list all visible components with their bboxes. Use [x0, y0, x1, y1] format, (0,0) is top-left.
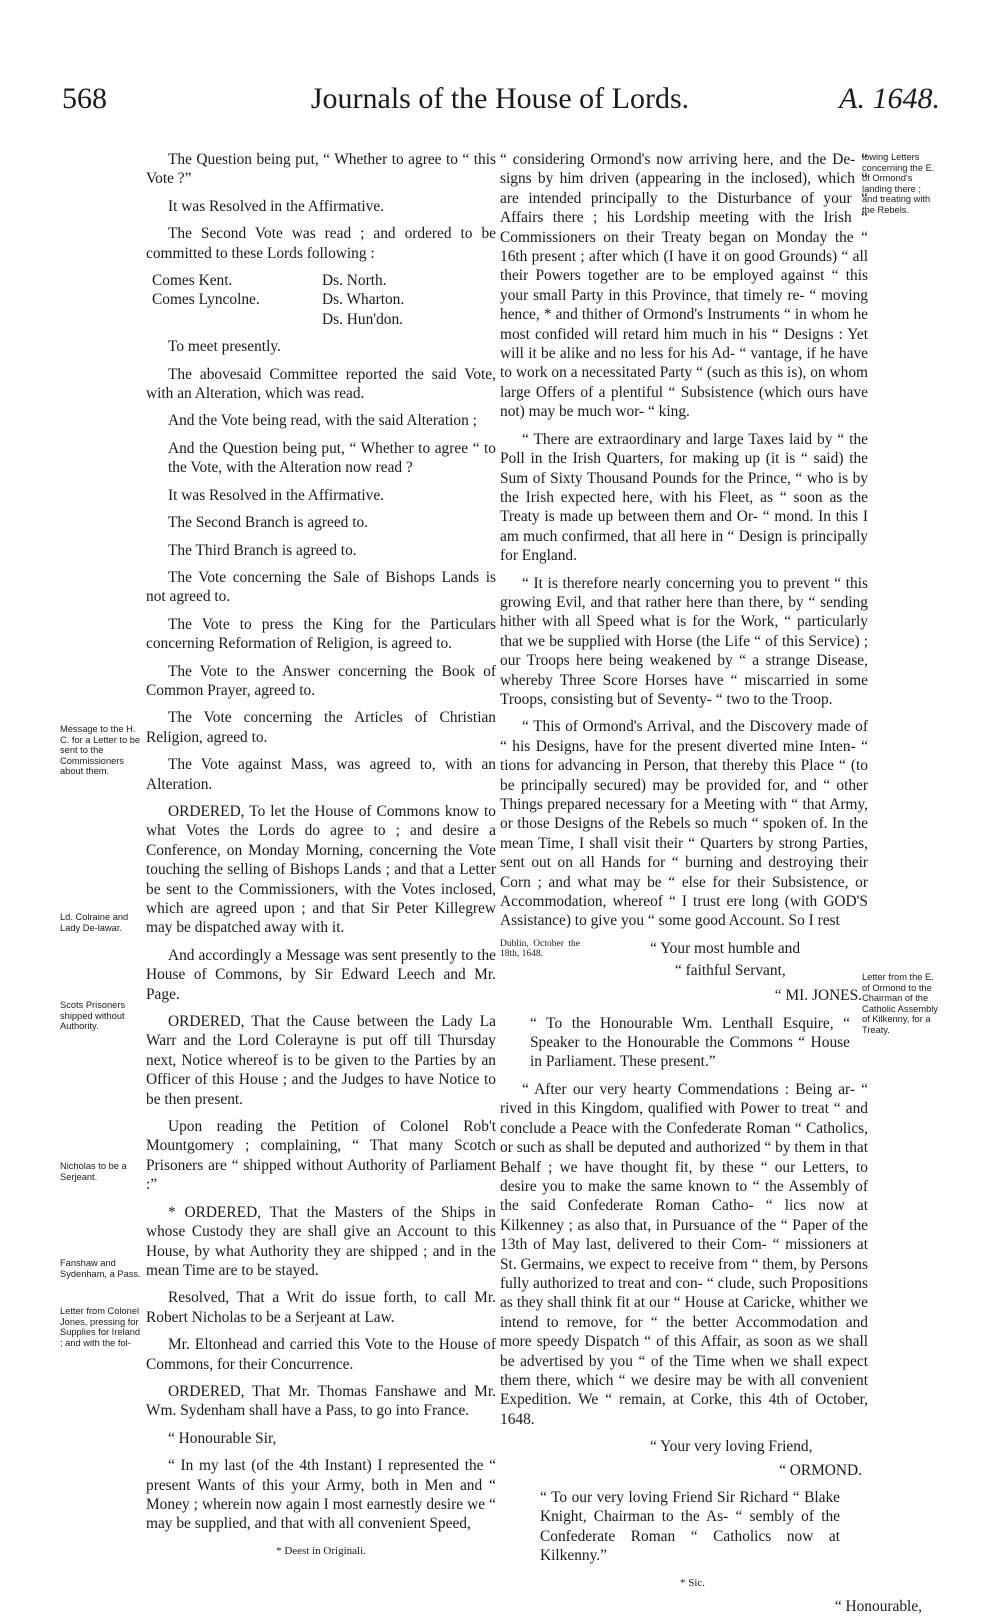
paragraph: ORDERED, That the Cause between the Lady La Warr and the Lord Colerayne is put off till Thursday next, Notice whereof is to be given to the Parties by an Officer of this House ; and the Judges to have Notice to be then present.	[146, 1013, 496, 1108]
header-year: A. 1648.	[839, 82, 940, 115]
address-block: “ To the Honourable Wm. Lenthall Esquire, “ Speaker to the Honourable the Commons “ House in Parliament. These present.”	[530, 1014, 850, 1071]
paragraph: The Vote to press the King for the Particulars concerning Reformation of Religion, is agreed to.	[146, 615, 496, 653]
paragraph: The Vote to the Answer concerning the Book of Common Prayer, agreed to.	[146, 662, 496, 699]
catchword: “ Honourable,	[834, 1598, 922, 1616]
paragraph: The Third Branch is agreed to.	[168, 541, 357, 559]
paragraph: The Second Branch is agreed to.	[168, 514, 369, 532]
paragraph: * ORDERED, That the Masters of the Ships in whose Custody they are shall give an Account to this House, by what Authority they are shipped ; and in the mean Time are to be stayed.	[146, 1203, 496, 1279]
paragraph: “ This of Ormond's Arrival, and the Discovery made of “ his Designs, have for the present diverted mine Inten- “ tions for advancing in Person, that thereby this Place “ (to be principally secured) may be provided for, and “ other Things prepared necessary for a Meeting with “ that Army, or those Designs of the Rebels so much “ spoken of. In the mean Time, I shall visit their “ Quarters by strong Parties, sent out on all Hands for “ burning and destroying their Corn ; and what may be “ else for their Subsistence, or Accommodation, whereof “ I trust ere long (with GOD'S Assistance) to give you “ some good Account. So I rest	[500, 718, 868, 930]
committee-member: Ds. Hun'don.	[322, 310, 404, 328]
committee-member: Ds. Wharton.	[322, 291, 405, 309]
closing-line: “ faithful Servant,	[675, 961, 786, 979]
paragraph: The Question being put, “ Whether to agree to “ this Vote ?”	[146, 151, 496, 188]
margin-note-nicholas: Nicholas to be a Serjeant.	[60, 1161, 127, 1182]
paragraph: And accordingly a Message was sent presently to the House of Commons, by Sir Edward Leech and Mr. Page.	[146, 946, 496, 1003]
paragraph: The Vote concerning the Articles of Christian Religion, agreed to.	[146, 709, 496, 746]
dateline-row	[500, 939, 932, 961]
paragraph: And the Question being put, “ Whether to agree “ to the Vote, with the Alteration now read ?	[168, 439, 496, 477]
margin-note-ormond-treaty: Letter from the E. of Ormond to the Chairman of the Catholic Assembly of Kilkenny, for a Treaty.	[862, 972, 938, 1035]
paragraph: And the Vote being read, with the said Alteration ;	[168, 412, 477, 430]
signature: “ ORMOND.	[779, 1461, 862, 1479]
margin-note-scots-prisoners: Scots Prisoners shipped without Authority.	[60, 1000, 126, 1032]
address-block: “ To our very loving Friend Sir Richard “ Blake Knight, Chairman to the As- “ sembly of the Confederate Roman “ Catholics now at Kilkenny.”	[540, 1489, 840, 1565]
committee-member: Comes Kent.	[152, 272, 233, 290]
committee-member: Ds. North.	[322, 272, 387, 290]
paragraph: ORDERED, To let the House of Commons know to what Votes the Lords do agree to ; and desire a Conference, on Monday Morning, concerning the Vote touching the selling of Bishops Lands ; and that a Letter be sent to the Commissioners, with the Votes inclosed, which are agreed upon ; and that Sir Peter Killegrew may be dispatched away with it.	[146, 802, 496, 937]
margin-note-ormond-letters: lowing Letters concerning the E. of Ormond's landing there ; and treating with the Rebels.	[862, 152, 935, 215]
left-column	[146, 150, 496, 1569]
paragraph: The Vote concerning the Sale of Bishops Lands is not agreed to.	[146, 568, 496, 606]
paragraph: “ After our very hearty Commendations : Being ar- “ rived in this Kingdom, qualified with Power to treat “ and conclude a Peace with the Confederate Roman “ Catholics, or such as shall be deputed and authorized “ by them in that Behalf ; we have thought fit, by these “ our Letters, to desire you to make the same known to “ the Assembly of the said Confederate Roman Catho- “ lics now at Kilkenney ; as also that, in Pursuance of the “ Paper of the 13th of May last, delivered to their Com- “ missioners at St. Germains, we expect to receive from “ them, by Persons fully authorized to treat and con- “ clude, such Propositions as they shall think fit at our “ House at Caricke, whither we intend to remove, for “ the better Accommodation and more speedy Dispatch “ of this Affair, as soon as we shall be advertised by you “ of the Time when we shall expect them there, which “ we desire may be with all convenient Expedition. We “ remain, at Corke, this 4th of October, 1648.	[500, 1080, 868, 1428]
footnote: * Sic.	[680, 1576, 706, 1589]
paragraph: Mr. Eltonhead and carried this Vote to the House of Commons, for their Concurrence.	[146, 1336, 496, 1373]
page-number: 568	[62, 82, 107, 115]
paragraph: Resolved, That a Writ do issue forth, to call Mr. Robert Nicholas to be a Serjeant at Law.	[146, 1289, 496, 1326]
committee-list	[146, 271, 496, 329]
margin-note-jones-letter: Letter from Colonel Jones, pressing for Supplies for Ireland ; and with the fol-	[60, 1306, 141, 1348]
letter-date: Dublin, October the 18th, 1648.	[500, 938, 580, 960]
closing-line: “ Your most humble and	[650, 939, 801, 957]
paragraph: “ There are extraordinary and large Taxes laid by “ the Poll in the Irish Quarters, for making up (it is “ said) the Sum of Sixty Thousand Pounds for the Prince, “ who is by the Irish expected here, with his Fleet, as “ soon as the Treaty is made up between them and Or- “ mond. In this I am much confirmed, that all here in “ Design is principally for England.	[500, 430, 868, 565]
page-header	[60, 82, 940, 122]
committee-member: Comes Lyncolne.	[152, 291, 260, 309]
paragraph: “ In my last (of the 4th Instant) I represented the “ present Wants of this your Army, both in Men and “ Money ; wherein now again I most earnestly desire we “ may be supplied, and that with all convenient Speed,	[146, 1457, 496, 1533]
paragraph: “ It is therefore nearly concerning you to prevent “ this growing Evil, and that rather here than there, by “ sending hither with all Speed what is for the Work, “ particularly that we be supplied with Horse (the Life “ of this Service) ; our Troops here being weakened by “ a strange Disease, whereby Three Score Horses have “ miscarried in some Troops, consisting but of Seventy- “ two to the Troop.	[500, 574, 868, 708]
paragraph: ORDERED, That Mr. Thomas Fanshawe and Mr. Wm. Sydenham shall have a Pass, to go into France.	[146, 1382, 496, 1420]
closing-line: “ Your very loving Friend,	[650, 1438, 813, 1456]
paragraph: It was Resolved in the Affirmative.	[168, 486, 384, 504]
paragraph: To meet presently.	[168, 338, 281, 356]
paragraph: The Vote against Mass, was agreed to, with an Alteration.	[146, 756, 496, 793]
paragraph: It was Resolved in the Affirmative.	[168, 197, 384, 215]
margin-note-colraine: Ld. Colraine and Lady De-lawar.	[60, 912, 129, 933]
running-title: Journals of the House of Lords.	[310, 82, 690, 115]
paragraph: Upon reading the Petition of Colonel Rob't Mountgomery ; complaining, “ That many Scotch Prisoners are “ shipped without Authority of Parliament :”	[146, 1118, 496, 1194]
paragraph: “ considering Ormond's now arriving here, and the De- “ signs by him driven (appearing in the inclosed), which “ are intended principally to the Disturbance of your “ Affairs there ; his Lordship meeting with the Irish “ Commissioners on their Treaty began on Monday the “ 16th present ; after which (I have it on good Grounds) “ all their Powers together are to be employed against “ this your small Party in this Province, that timely re- “ moving hence, * and thither of Ormond's Instruments “ in whom he most confided will retard him much in his “ Designs : Yet will it be alike and no less for his Ad- “ vantage, if he have to work on a necessitated Party “ (such as this is), on whom large Offers of a plentiful “ Subsistence (which ours have not) may be much wor- “ king.	[500, 151, 868, 421]
footnote: * Deest in Originali.	[276, 1544, 366, 1557]
paragraph: The Second Vote was read ; and ordered to be committed to these Lords following :	[146, 225, 496, 262]
signature: “ MI. JONES.	[774, 987, 862, 1005]
paragraph: The abovesaid Committee reported the said Vote, with an Alteration, which was read.	[146, 365, 496, 403]
paragraph: “ Honourable Sir,	[168, 1429, 277, 1447]
margin-note-fanshaw: Fanshaw and Sydenham, a Pass.	[60, 1258, 141, 1279]
right-column	[500, 150, 932, 1624]
margin-note-message: Message to the H. C. for a Letter to be sent to the Commissioners about them.	[60, 724, 141, 777]
